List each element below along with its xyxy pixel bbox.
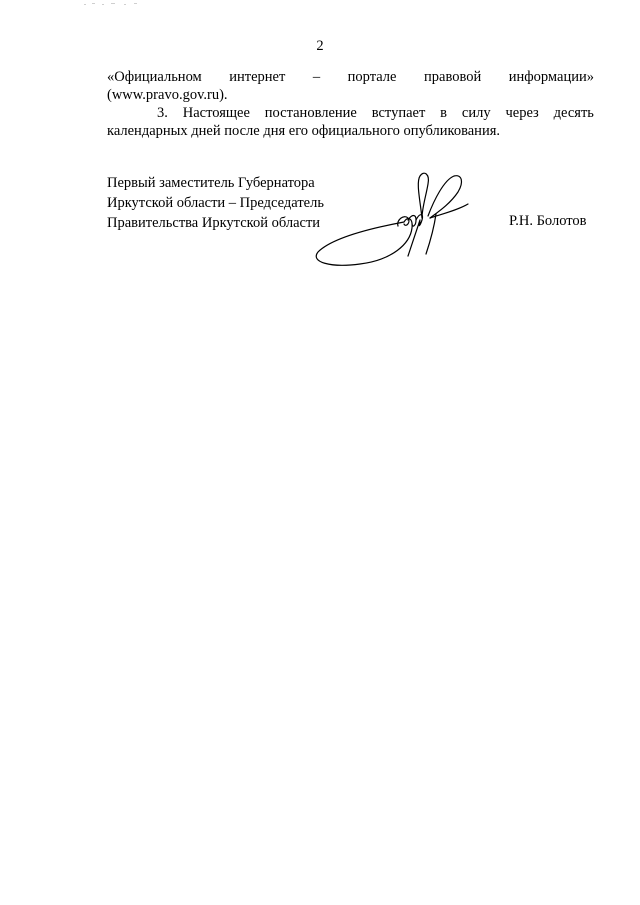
word: вступает: [371, 105, 426, 121]
signatory-title: [107, 173, 324, 233]
word: десять: [553, 105, 594, 121]
paragraph-continuation-line-2: (www.pravo.gov.ru).: [107, 87, 228, 103]
paragraph-3-line-2: календарных дней после дня его официального опубликования.: [107, 123, 501, 139]
handwritten-signature: [312, 170, 472, 272]
word: постановление: [264, 105, 357, 121]
word: портале: [347, 69, 397, 85]
paragraph-continuation-line-1: [107, 68, 594, 86]
paragraph-3: [107, 104, 594, 140]
word: через: [505, 105, 539, 121]
signer-name: Р.Н. Болотов: [509, 213, 587, 229]
word: силу: [461, 105, 491, 121]
word: «Официальном: [107, 69, 202, 85]
word: в: [440, 105, 448, 121]
paragraph-continuation: [107, 68, 594, 104]
signatory-title-line: Иркутской области – Председатель: [107, 195, 324, 211]
word: информации»: [508, 69, 594, 85]
word: интернет: [229, 69, 286, 85]
scan-artifact-mark: [84, 2, 144, 8]
word: –: [312, 69, 321, 85]
word: правовой: [424, 69, 482, 85]
page-number: 2: [316, 38, 324, 54]
word: Настоящее: [182, 105, 250, 121]
word: 3.: [157, 105, 168, 121]
signatory-title-line: Первый заместитель Губернатора: [107, 175, 315, 191]
signatory-title-line: Правительства Иркутской области: [107, 215, 321, 231]
paragraph-3-line-1: [107, 104, 594, 122]
